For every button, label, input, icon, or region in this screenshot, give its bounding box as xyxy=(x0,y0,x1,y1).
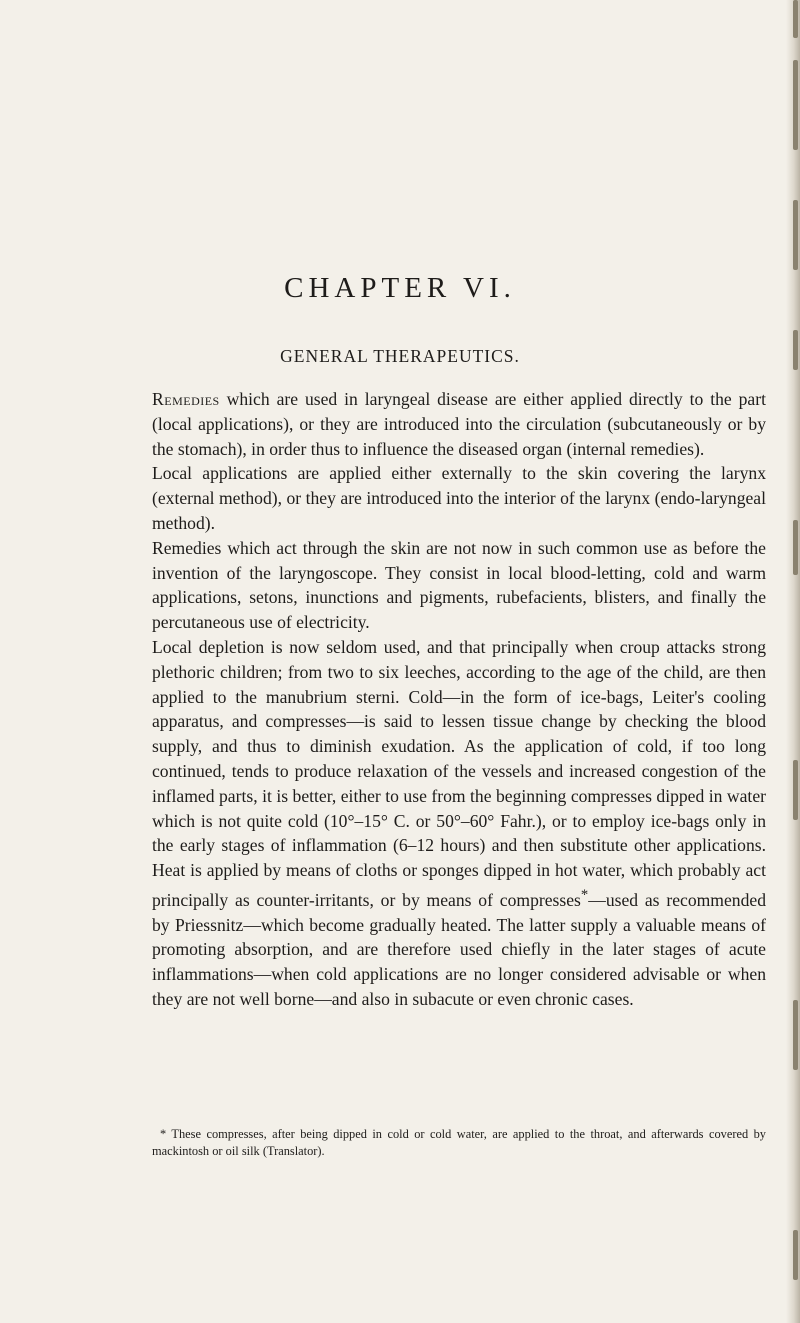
paragraph-2: Local applications are applied either externally to the skin covering the larynx (external method), or they are introduced into the interior of the larynx (endo-laryngeal method). xyxy=(152,463,766,533)
page-edge-mark xyxy=(793,200,798,270)
section-title: GENERAL THERAPEUTICS. xyxy=(280,346,520,366)
body-text xyxy=(152,387,766,1012)
page-edge-mark xyxy=(793,1230,798,1280)
page-edge-mark xyxy=(793,60,798,150)
footnote-mark: * xyxy=(160,1127,167,1141)
page-edge-mark xyxy=(793,0,798,38)
page-edge-shadow xyxy=(786,0,800,1323)
page-edge-mark xyxy=(793,760,798,820)
paragraph-4 xyxy=(152,635,766,1012)
page-edge-mark xyxy=(793,1000,798,1070)
page-edge-mark xyxy=(793,520,798,575)
paragraph-3: Remedies which act through the skin are not now in such common use as before the invention of the laryngoscope. They consist in local blood-letting, cold and warm applications, setons, inunctions and pigments, rubefacients, blisters, and finally the percutaneous use of electricity. xyxy=(152,537,766,633)
paragraph-4-text: Local depletion is now seldom used, and that principally when croup attacks strong plethoric children; from two to six leeches, according to the age of the child, are then applied to the manubrium sterni. Cold—in the form of ice-bags, Leiter's cooling apparatus, and compresses—is said to lessen tissue change by checking the blood supply, and thus to diminish exudation. As the application of cold, if too long continued, tends to produce relaxation of the vessels and increased congestion of the inflamed parts, it is better, either to use from the beginning compresses dipped in water which is not quite cold (10°–15° C. or 50°–60° Fahr.), or to employ ice-bags only in the early stages of inflammation (6–12 hours) and then substitute other applications. Heat is applied by means of cloths or sponges dipped in hot water, which probably act principally as counter-irritants, or by means of compresses xyxy=(152,636,766,910)
paragraph-lead-word: Remedies xyxy=(152,389,220,409)
chapter-title: CHAPTER VI. xyxy=(284,272,516,304)
footnote-reference: * xyxy=(580,886,589,903)
paragraph-1-text: which are used in laryngeal disease are either applied directly to the part (local applications), or they are introduced into the circulation (subcutaneously or by the stomach), in order thus to influence the diseased organ (internal remedies). xyxy=(152,389,766,459)
paragraph-4-text-continued: —used as recommended by Priessnitz—which become gradually heated. The latter supply a valuable means of promoting absorption, and are therefore used chiefly in the later stages of acute inflammations—when cold applications are no longer considered advisable or when they are not well borne—and also in subacute or even chronic cases. xyxy=(152,889,766,1009)
footnote xyxy=(152,1126,766,1160)
paragraph-1 xyxy=(152,387,766,461)
footnote-text: These compresses, after being dipped in cold or cold water, are applied to the throat, and afterwards covered by mackintosh or oil silk (Translator). xyxy=(152,1127,766,1158)
